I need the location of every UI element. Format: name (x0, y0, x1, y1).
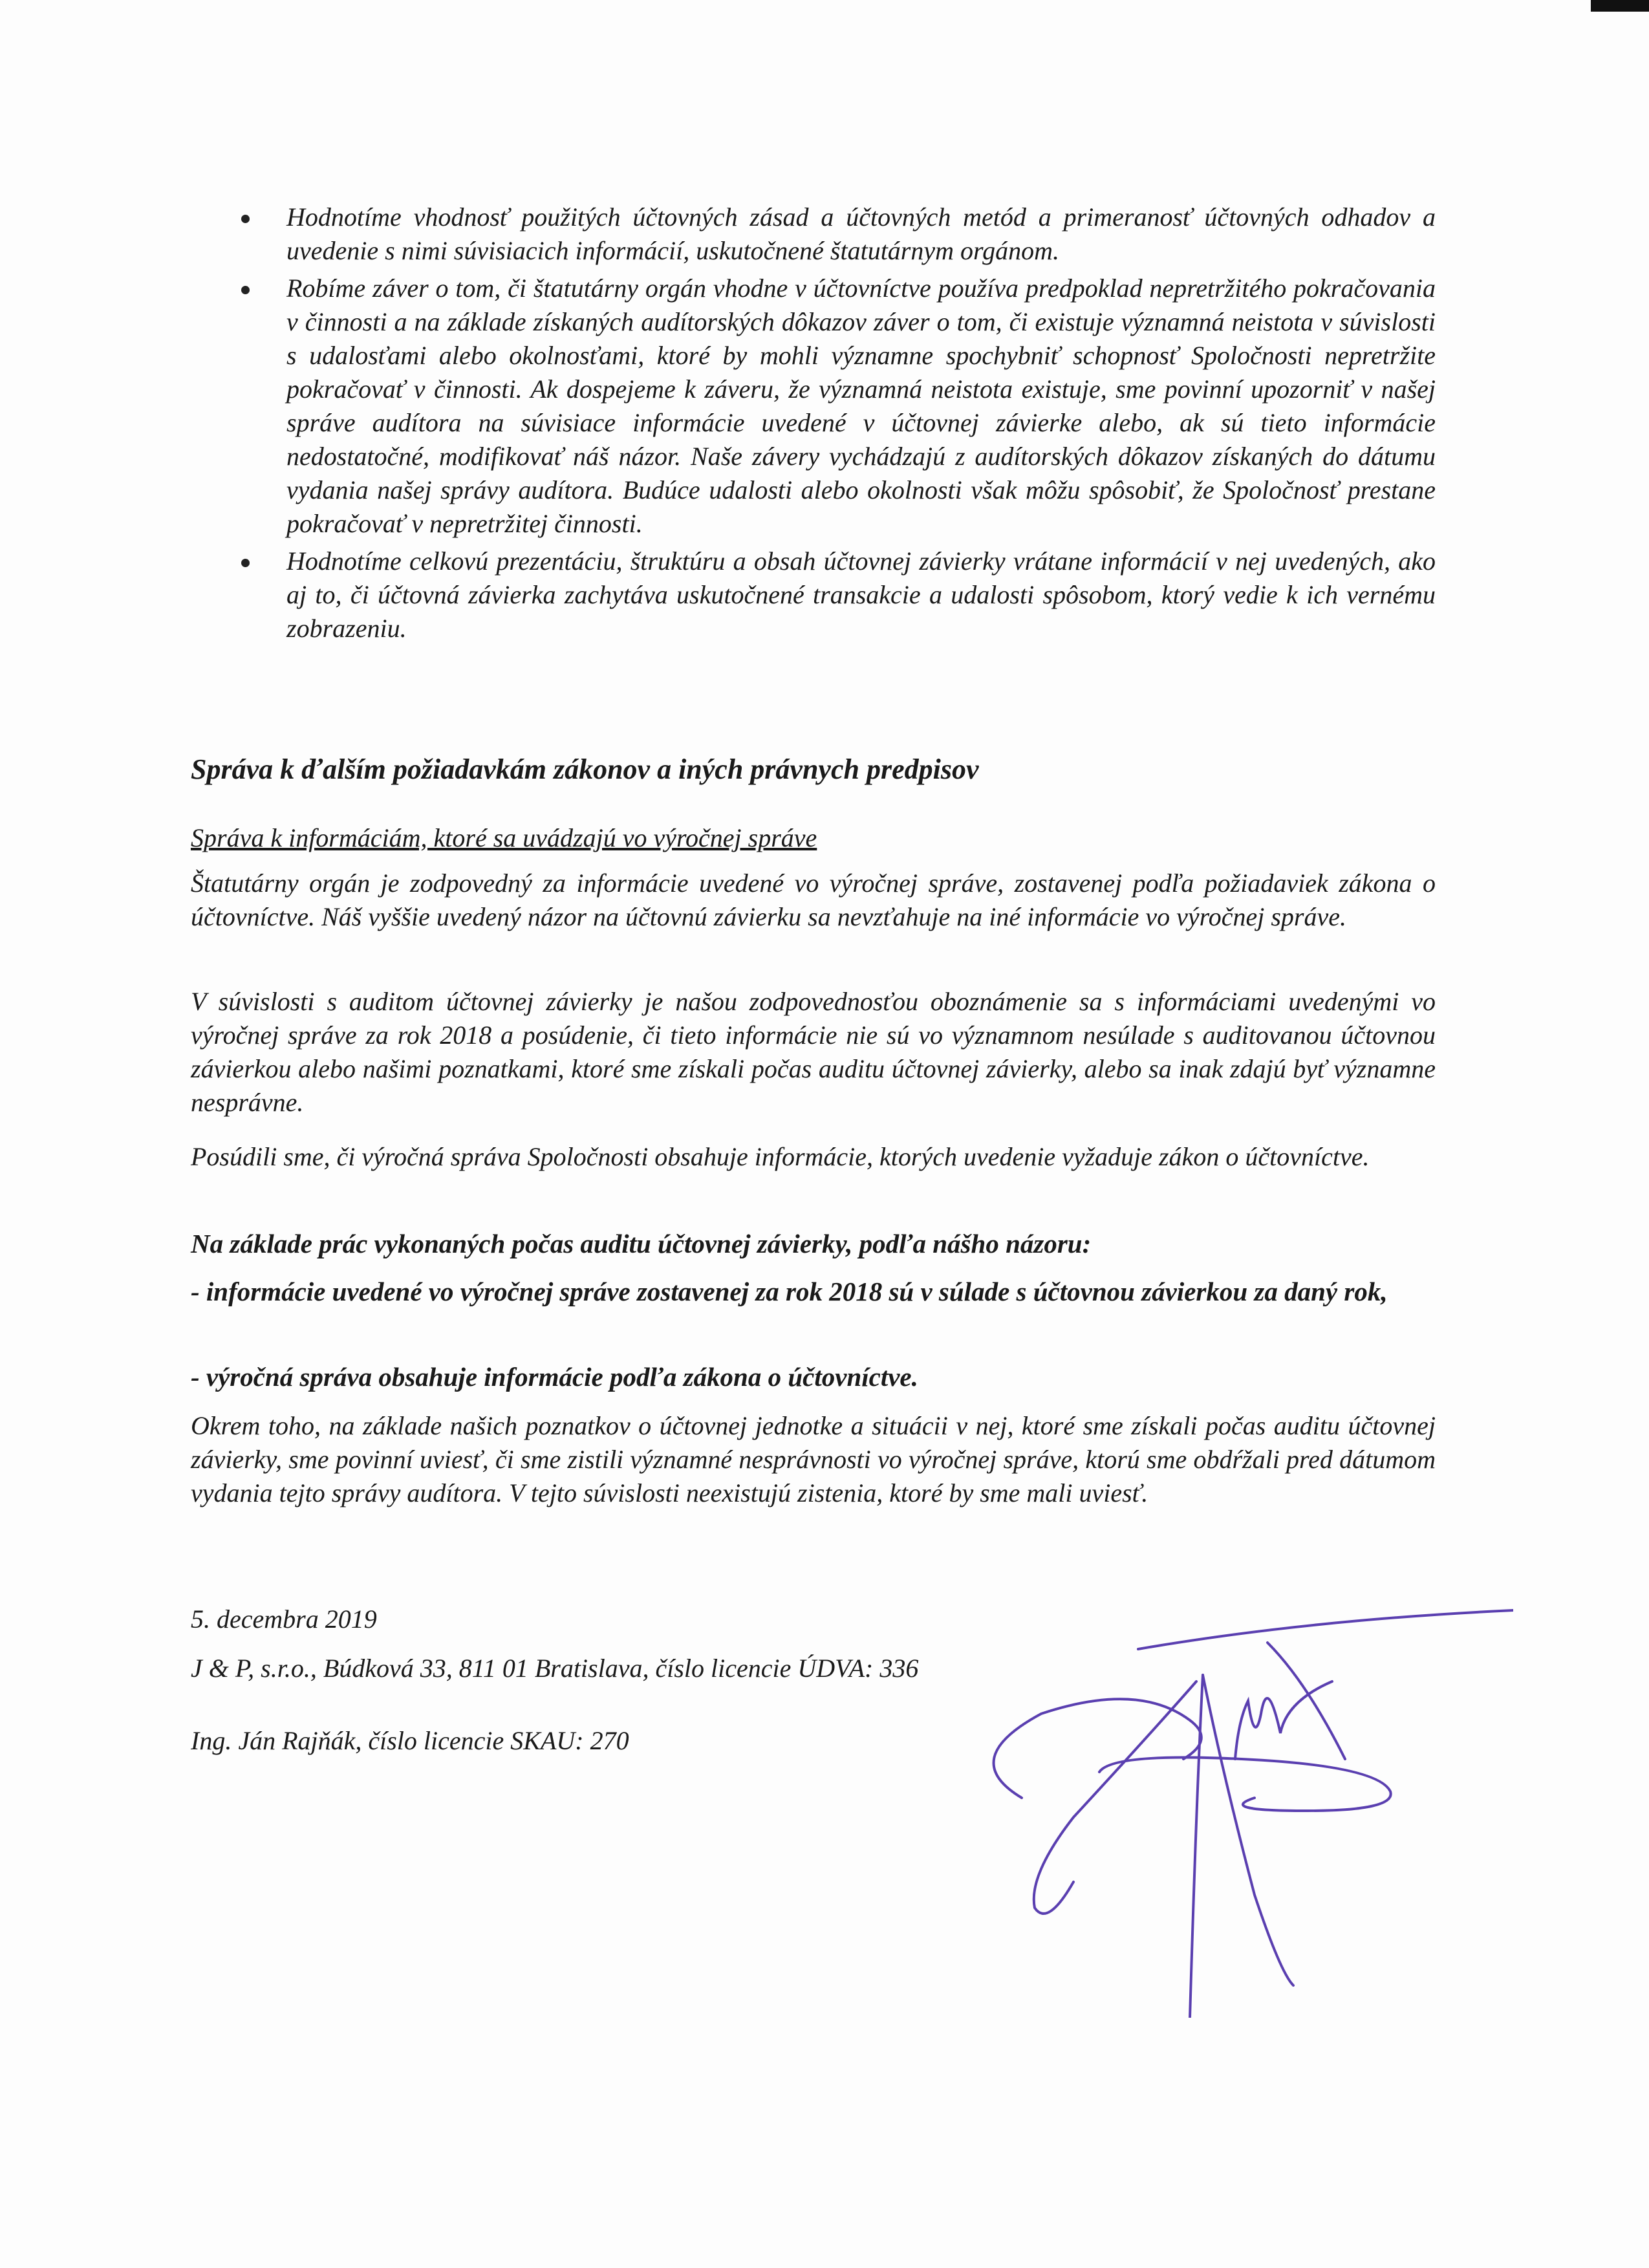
bullet-icon (241, 286, 250, 294)
list-item (191, 200, 1436, 268)
scan-edge-mark (1591, 0, 1649, 12)
opinion-item: - informácie uvedené vo výročnej správe zostavenej za rok 2018 sú v súlade s účtovnou závierkou za daný rok, (191, 1277, 1388, 1306)
handwritten-signature (944, 1604, 1513, 2018)
report-date: 5. decembra 2019 (191, 1604, 377, 1634)
opinion-item: - výročná správa obsahuje informácie podľa zákona o účtovníctve. (191, 1362, 918, 1392)
closing-paragraph: Okrem toho, na základe našich poznatkov o účtovnej jednotke a situácii v nej, ktoré sme získali počas auditu účtovnej závierky, sme povinní uviesť, či sme zistili významné nesprávnosti vo výročnej správe, ktorú sme obdŕžali pred dátumom vydania tejto správy audítora. V tejto súvislosti neexistujú zistenia, ktoré by sme mali uviesť. (191, 1411, 1436, 1507)
section-heading: Správa k ďalším požiadavkám zákonov a iných právnych predpisov (191, 753, 979, 785)
paragraph: Posúdili sme, či výročná správa Spoločnosti obsahuje informácie, ktorých uvedenie vyžaduje zákon o účtovníctve. (191, 1142, 1370, 1171)
bullet-text: Robíme záver o tom, či štatutárny orgán vhodne v účtovníctve používa predpoklad nepretržitého pokračovania v činnosti a na základe získaných audítorských dôkazov záver o tom, či existuje významná neistota v súvislosti s udalosťami alebo okolnosťami, ktoré by mohli významne spochybniť schopnosť Spoločnosti nepretržite pokračovať v činnosti. Ak dospejeme k záveru, že významná neistota existuje, sme povinní upozorniť v našej správe audítora na súvisiace informácie uvedené v účtovnej závierke alebo, ak sú tieto informácie nedostatočné, modifikovať náš názor. Naše závery vychádzajú z audítorských dôkazov získaných do dátumu vydania našej správy audítora. Budúce udalosti alebo okolnosti však môžu spôsobiť, že Spoločnosť prestane pokračovať v nepretržitej činnosti. (286, 274, 1436, 538)
paragraph: Štatutárny orgán je zodpovedný za informácie uvedené vo výročnej správe, zostavenej podľa požiadaviek zákona o účtovníctve. Náš vyššie uvedený názor na účtovnú závierku sa nevzťahuje na iné informácie vo výročnej správe. (191, 869, 1436, 931)
paragraph: V súvislosti s auditom účtovnej závierky je našou zodpovednosťou oboznámenie sa s informáciami uvedenými vo výročnej správe za rok 2018 a posúdenie, či tieto informácie nie sú vo významnom nesúlade s auditovanou účtovnou závierkou alebo našimi poznatkami, ktoré sme získali počas auditu účtovnej závierky, alebo sa inak zdajú byť významne nesprávne. (191, 987, 1436, 1117)
bullet-text: Hodnotíme celkovú prezentáciu, štruktúru a obsah účtovnej závierky vrátane informácií v nej uvedených, ako aj to, či účtovná závierka zachytáva uskutočnené transakcie a udalosti spôsobom, ktorý vedie k ich vernému zobrazeniu. (286, 546, 1436, 643)
subheading: Správa k informáciám, ktoré sa uvádzajú vo výročnej správe (191, 823, 817, 852)
list-item (191, 272, 1436, 541)
firm-line: J & P, s.r.o., Búdková 33, 811 01 Bratislava, číslo licencie ÚDVA: 336 (191, 1654, 919, 1683)
list-item (191, 545, 1436, 645)
bullet-list (191, 200, 1436, 649)
bullet-text: Hodnotíme vhodnosť použitých účtovných zásad a účtovných metód a primeranosť účtovných odhadov a uvedenie s nimi súvisiacich informácií, uskutočnené štatutárnym orgánom. (286, 202, 1436, 265)
auditor-line: Ing. Ján Rajňák, číslo licencie SKAU: 270 (191, 1726, 629, 1755)
bullet-icon (241, 559, 250, 567)
opinion-intro: Na základe prác vykonaných počas auditu účtovnej závierky, podľa nášho názoru: (191, 1229, 1092, 1258)
bullet-icon (241, 215, 250, 223)
